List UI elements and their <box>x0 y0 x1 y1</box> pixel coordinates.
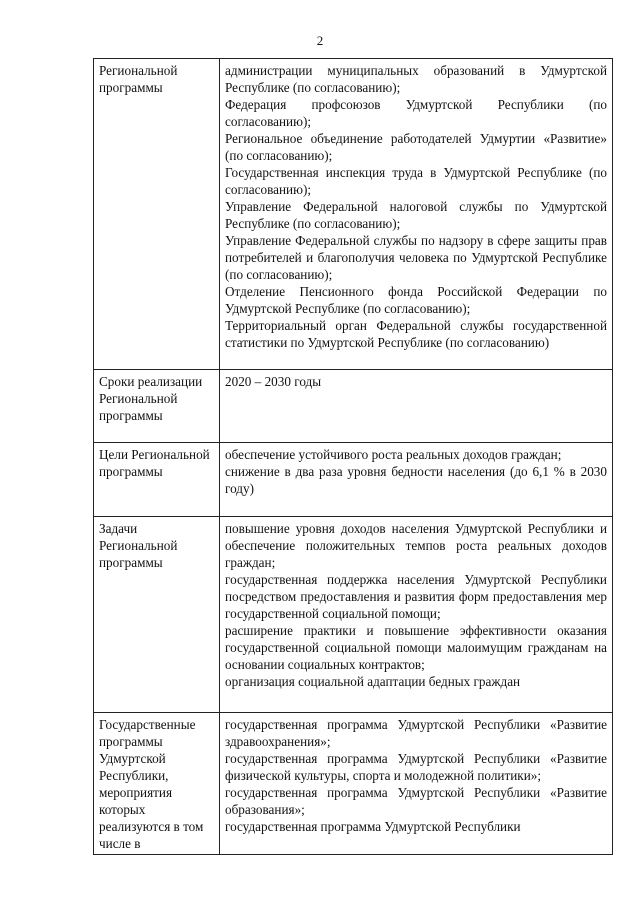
table-row <box>94 370 613 443</box>
row-label-cell <box>94 713 220 855</box>
row-label: Региональной программы <box>99 63 178 95</box>
row-label-cell <box>94 443 220 517</box>
content-paragraph: Государственная инспекция труда в Удмуртской Республике (по согласованию); <box>225 165 607 197</box>
row-label-cell <box>94 370 220 443</box>
content-paragraph: 2020 – 2030 годы <box>225 374 322 389</box>
content-paragraph: государственная программа Удмуртской Республики «Развитие физической культуры, спорта и молодежной политики»; <box>225 751 607 783</box>
row-content-cell <box>220 443 613 517</box>
content-paragraph: снижение в два раза уровня бедности населения (до 6,1 % в 2030 году) <box>225 464 607 496</box>
table-row <box>94 713 613 855</box>
row-label-cell <box>94 59 220 370</box>
row-label: Государственные программы Удмуртской Республики, мероприятия которых реализуются в том числе в <box>99 717 204 851</box>
content-paragraph: Управление Федеральной налоговой службы по Удмуртской Республике (по согласованию); <box>225 199 607 231</box>
row-content-cell <box>220 713 613 855</box>
table-row <box>94 443 613 517</box>
row-content-cell <box>220 517 613 713</box>
content-paragraph: государственная программа Удмуртской Республики «Развитие образования»; <box>225 785 607 817</box>
content-paragraph: государственная поддержка населения Удмуртской Республики посредством предоставления и развития форм предоставления мер государственной социальной помощи; <box>225 572 607 621</box>
row-label: Сроки реализации Региональной программы <box>99 374 203 423</box>
content-paragraph: обеспечение устойчивого роста реальных доходов граждан; <box>225 447 562 462</box>
row-label: Задачи Региональной программы <box>99 521 178 570</box>
table-row <box>94 59 613 370</box>
content-paragraph: Управление Федеральной службы по надзору в сфере защиты прав потребителей и благополучия человека по Удмуртской Республике (по согласованию); <box>225 233 607 282</box>
content-paragraph: государственная программа Удмуртской Республики <box>225 819 521 834</box>
table-row <box>94 517 613 713</box>
content-paragraph: государственная программа Удмуртской Республики «Развитие здравоохранения»; <box>225 717 607 749</box>
content-paragraph: повышение уровня доходов населения Удмуртской Республики и обеспечение положительных темпов роста реальных доходов граждан; <box>225 521 607 570</box>
program-passport-table <box>93 58 613 855</box>
content-paragraph: организация социальной адаптации бедных граждан <box>225 674 521 689</box>
content-paragraph: Территориальный орган Федеральной службы государственной статистики по Удмуртской Республике (по согласованию) <box>225 318 607 350</box>
row-label-cell <box>94 517 220 713</box>
page-number: 2 <box>316 33 324 48</box>
content-paragraph: Отделение Пенсионного фонда Российской Федерации по Удмуртской Республике (по согласованию); <box>225 284 607 316</box>
content-paragraph: администрации муниципальных образований в Удмуртской Республике (по согласованию); <box>225 63 607 95</box>
row-content-cell <box>220 370 613 443</box>
row-content-cell <box>220 59 613 370</box>
row-label: Цели Региональной программы <box>99 447 210 479</box>
content-paragraph: Региональное объединение работодателей Удмуртии «Развитие» (по согласованию); <box>225 131 607 163</box>
content-paragraph: Федерация профсоюзов Удмуртской Республики (по согласованию); <box>225 97 607 129</box>
content-paragraph: расширение практики и повышение эффективности оказания государственной социальной помощи малоимущим гражданам на основании социальных контрактов; <box>225 623 607 672</box>
